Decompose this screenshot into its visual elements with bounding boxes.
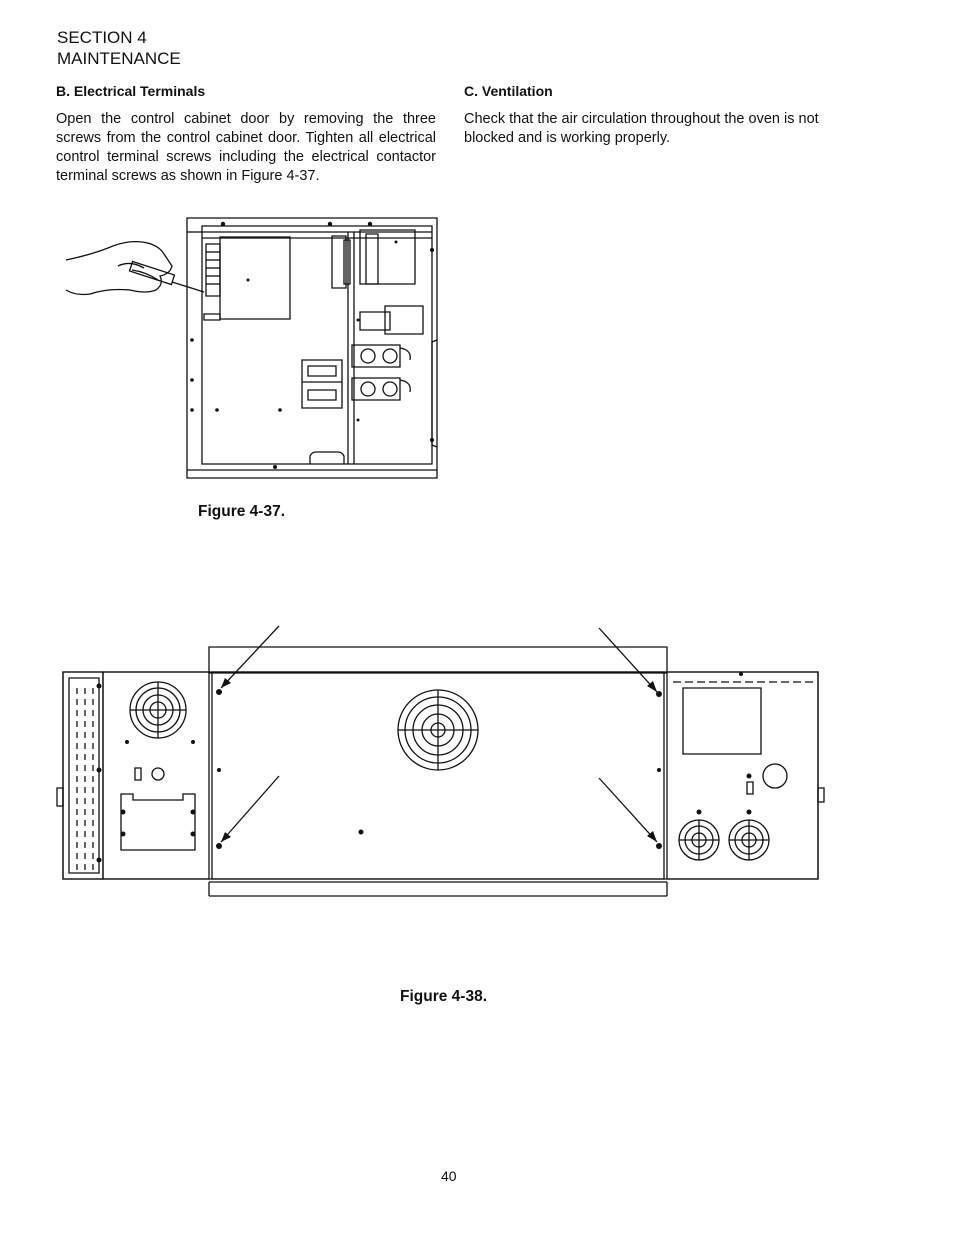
chapter-title: MAINTENANCE (57, 49, 181, 68)
figure-4-38-illustration (55, 620, 835, 910)
heading-electrical-terminals: B. Electrical Terminals (56, 83, 206, 99)
figure-4-38-caption: Figure 4-38. (400, 988, 487, 1005)
ventilation-text: Check that the air circulation throughout the oven is not blocked and is working properly. (464, 111, 819, 146)
section-title: SECTION 4 (57, 28, 147, 47)
figure-4-37-illustration (60, 210, 450, 490)
section-header (57, 27, 181, 69)
figure-4-37-caption: Figure 4-37. (198, 503, 285, 520)
electrical-terminals-text: Open the control cabinet door by removing the three screws from the control cabinet door. Tighten all electrical control terminal screws including the electrical contactor terminal screws as shown in Figure 4-37. (56, 111, 436, 184)
heading-ventilation: C. Ventilation (464, 83, 553, 99)
page-number: 40 (441, 1168, 457, 1184)
